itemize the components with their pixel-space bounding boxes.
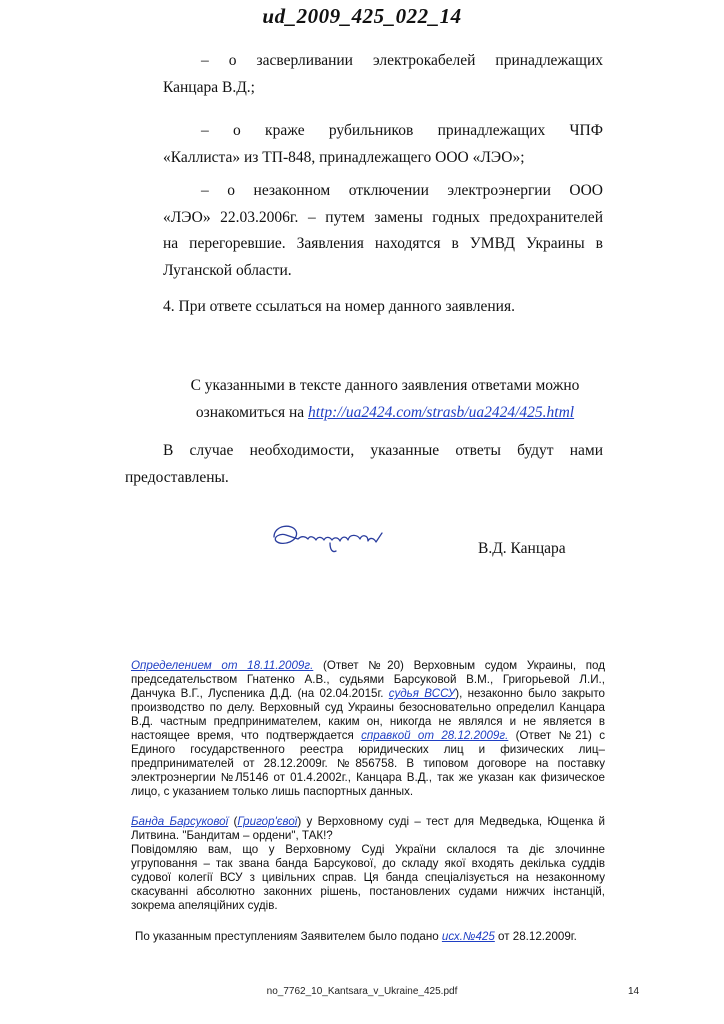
- note-line: [131, 729, 605, 743]
- text-line: В случае необходимости, указанные ответы будут нами: [163, 442, 603, 459]
- note-line: [135, 930, 609, 944]
- text-line: Канцара В.Д.;: [163, 78, 255, 96]
- footnote-2: [131, 815, 605, 913]
- article-link[interactable]: Банда Барсукової: [131, 815, 229, 828]
- note-line: В.Д. частным предпринимателем, каким он, никогда не являлся и не является в: [131, 715, 605, 728]
- text-line: предоставлены.: [125, 468, 229, 486]
- text-fragment: настоящее время, что подтверждается: [131, 729, 362, 742]
- note-line: угруповання – так звана банда Барсукової, до складу якої входять декілька суддів: [131, 857, 605, 870]
- text-fragment: ознакомиться на: [195, 403, 309, 421]
- text-fragment: ), незаконно было закрыто: [455, 687, 605, 700]
- note-line: лицо, с указанием только лишь паспортных данных.: [131, 785, 414, 798]
- note-line: производство по делу. Верховный суд Украины безосновательно определил Канцара: [131, 701, 605, 714]
- note-line: электроэнергии №Л5146 от 01.4.2002г., Канцара В.Д., так же указан как физическое: [131, 771, 605, 784]
- text-line: «ЛЭО» 22.03.2006г. – путем замены годных предохранителей: [163, 208, 603, 226]
- text-fragment: ) у Верховному суді – тест для Медведька, Ющенка й: [297, 815, 605, 828]
- certificate-link[interactable]: справкой от 28.12.2009г.: [361, 729, 509, 742]
- article-link-2[interactable]: Григор'євої: [237, 815, 298, 828]
- text-line: 4. При ответе ссылаться на номер данного заявления.: [163, 298, 515, 315]
- item-paragraph-4: [163, 294, 603, 321]
- note-line: предпринимателей от 28.12.2009г. №856758. В типовом договоре на поставку: [131, 757, 605, 770]
- provision-paragraph: [125, 438, 603, 491]
- footnote-3: [135, 930, 609, 944]
- text-fragment: (: [228, 815, 238, 828]
- text-fragment: (Ответ №20) Верховным судом Украины, под: [313, 659, 605, 672]
- text-fragment: от 28.12.2009г.: [494, 930, 577, 943]
- note-line: зокрема апеляційних судів.: [131, 899, 278, 912]
- note-line: Литвина. "Бандитам – ордени", ТАК!?: [131, 829, 333, 842]
- footnote-1: [131, 659, 605, 799]
- answers-paragraph: [160, 373, 610, 426]
- text-line: С указанными в тексте данного заявления ответами можно: [190, 377, 580, 394]
- text-line: Луганской области.: [163, 261, 292, 279]
- note-line: Единого государственного реестра юридических лиц и физических лиц–: [131, 743, 605, 756]
- note-line: скасуванні абсолютно законних рішень, постановлених судами нижчих інстанцій,: [131, 885, 605, 898]
- item-paragraph-1: [163, 48, 603, 101]
- footer-filename: no_7762_10_Kantsara_v_Ukraine_425.pdf: [266, 986, 458, 997]
- text-fragment: По указанным преступлениям Заявителем было подано: [135, 930, 442, 943]
- note-line: Повідомляю вам, що у Верховному Суді України склалося та діє злочинне: [131, 843, 605, 856]
- ruling-link[interactable]: Определением от 18.11.2009г.: [131, 659, 314, 672]
- text-fragment: (Ответ №21) с: [508, 729, 605, 742]
- note-line: председательством Гнатенко А.В., судьями Барсуковой В.М., Григорьевой Л.И.,: [131, 673, 605, 686]
- note-line: [131, 815, 605, 829]
- footer-page-number: 14: [628, 986, 640, 997]
- text-line: – о краже рубильников принадлежащих ЧПФ: [201, 122, 603, 139]
- outgoing-number-link[interactable]: исх.№425: [441, 930, 495, 943]
- text-line: – о незаконном отключении электроэнергии ООО: [201, 182, 603, 199]
- text-line: – о засверливании электрокабелей принадлежащих: [201, 52, 603, 69]
- note-line: [131, 687, 605, 701]
- judge-link[interactable]: судья ВССУ: [388, 687, 456, 700]
- note-line: судової колегії ВСУ з цивільних справ. Ця банда спеціалізується на незаконному: [131, 871, 605, 884]
- note-line: [131, 659, 605, 673]
- handwritten-signature: [270, 515, 400, 555]
- item-paragraph-2: [163, 118, 603, 171]
- answers-url-link[interactable]: http://ua2424.com/strasb/ua2424/425.html: [308, 403, 575, 421]
- text-line: на перегоревшие. Заявления находятся в УМВД Украины в: [163, 235, 603, 252]
- document-id-header: ud_2009_425_022_14: [262, 4, 462, 28]
- signer-name: В.Д. Канцара: [478, 540, 566, 557]
- item-paragraph-3: [163, 178, 603, 284]
- text-line: «Каллиста» из ТП-848, принадлежащего ООО «ЛЭО»;: [163, 148, 525, 166]
- text-fragment: Данчука В.Г., Луспеника Д.Д. (на 02.04.2015г.: [131, 687, 389, 700]
- text-line: [160, 400, 610, 427]
